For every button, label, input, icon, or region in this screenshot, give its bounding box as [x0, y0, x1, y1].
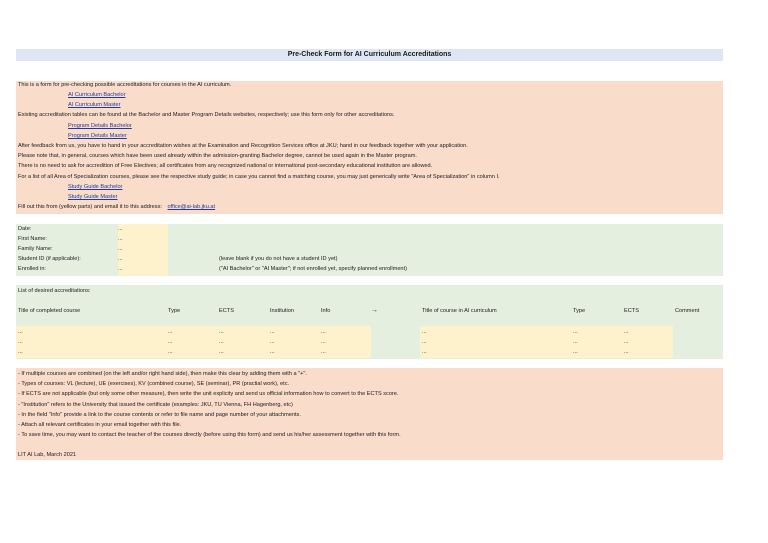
study-guide-bachelor-link[interactable]: Study Guide Bachelor	[68, 184, 123, 190]
completed-course-input-area	[16, 326, 371, 358]
row-institution-input[interactable]: ...	[270, 329, 275, 335]
personal-input-column	[118, 224, 168, 276]
intro-text: This is a form for pre-checking possible accreditations for courses in the AI curriculum.	[18, 82, 232, 88]
row-institution-input[interactable]: ...	[270, 349, 275, 355]
intro-section	[16, 81, 723, 214]
note-item: - To save time, you may want to contact the teacher of the courses directly (before using this form) and send us his/her assessment together with this form.	[18, 432, 401, 438]
intro-text: Please note that, in general, courses which have been used already within the admission-granting Bachelor degree, cannot be used again in the Master program.	[18, 153, 417, 159]
accreditations-section	[16, 285, 723, 359]
note-item: - In the field "Info" provide a link to the course contents or refer to file name and page number of your attachments.	[18, 412, 301, 418]
email-instruction-text: Fill out this from (yellow parts) and email it to this address:	[18, 204, 162, 210]
row-title-ai-input[interactable]: ...	[422, 329, 427, 335]
intro-text: For a list of all Area of Specialization courses, please see the respective study guide; in case you cannot find a matching course, you may just generically write "Area of Specialization" in column I.	[18, 174, 500, 180]
program-details-master-link[interactable]: Program Details Master	[68, 133, 127, 139]
first-name-input[interactable]: ...	[118, 236, 123, 242]
email-link[interactable]: office@ai-lab.jku.at	[167, 204, 216, 210]
field-label: Enrolled in:	[18, 266, 46, 272]
row-info-input[interactable]: ...	[321, 339, 326, 345]
personal-info-section	[16, 224, 723, 276]
col-header-title-ai: Title of course in AI curriculum	[422, 308, 497, 314]
student-id-hint: (leave blank if you do not have a student ID yet)	[219, 256, 338, 262]
intro-text: There is no need to ask for accredition of Free Electives; all certificates from any recognized national or international post-secondary educational institution are allowed.	[18, 163, 433, 169]
note-item: - If ECTS are not applicable (but only some other measure), then write the unit explicity and send us official information how to convert to the ECTS score.	[18, 391, 399, 397]
family-name-input[interactable]: ...	[118, 246, 123, 252]
row-institution-input[interactable]: ...	[270, 339, 275, 345]
field-row-enrolled	[18, 265, 46, 273]
enrolled-hint: ("AI Bachelor" or "AI Master"; if not enrolled yet, specify planned enrollment)	[219, 266, 407, 272]
row-ects-ai-input[interactable]: ...	[624, 329, 629, 335]
ai-curriculum-bachelor-link[interactable]: AI Curriculum Bachelor	[68, 92, 126, 98]
row-title-completed-input[interactable]: ...	[18, 329, 23, 335]
row-ects-input[interactable]: ...	[219, 339, 224, 345]
row-info-input[interactable]: ...	[321, 329, 326, 335]
note-item: - If multiple courses are combined (on the left and/or right hand side), then make this clear by adding them with a "+".	[18, 371, 307, 377]
arrow-icon: →	[371, 307, 378, 314]
col-header-title-completed: Title of completed course	[18, 308, 81, 314]
field-label: Family Name:	[18, 246, 53, 252]
form-title: Pre-Check Form for AI Curriculum Accreditations	[16, 49, 723, 61]
row-type-input[interactable]: ...	[168, 329, 173, 335]
row-title-completed-input[interactable]: ...	[18, 339, 23, 345]
field-label: Date:	[18, 226, 32, 232]
ai-curriculum-master-link[interactable]: AI Curriculum Master	[68, 102, 121, 108]
study-guide-master-link[interactable]: Study Guide Master	[68, 194, 118, 200]
field-label: First Name:	[18, 236, 47, 242]
col-header-ects-ai: ECTS	[624, 308, 639, 314]
col-header-comment: Comment	[675, 308, 700, 314]
row-info-input[interactable]: ...	[321, 349, 326, 355]
col-header-institution: Institution	[270, 308, 294, 314]
row-type-ai-input[interactable]: ...	[573, 349, 578, 355]
intro-text: Existing accreditation tables can be found at the Bachelor and Master Program Details websites, respectively; use this form only for other accreditations.	[18, 112, 395, 118]
email-instruction	[18, 203, 215, 211]
row-ects-ai-input[interactable]: ...	[624, 349, 629, 355]
notes-section	[16, 368, 723, 460]
note-item: - "Institution" refers to the University that issued the certificate (examples: JKU, TU Vienna, FH Hagenberg, etc)	[18, 402, 293, 408]
intro-text: After feedback from us, you have to hand in your accreditation wishes at the Examination and Recognition Services office at JKU; hand in our feedback together with your application.	[18, 143, 468, 149]
col-header-ects: ECTS	[219, 308, 234, 314]
row-title-ai-input[interactable]: ...	[422, 339, 427, 345]
col-header-info: Info	[321, 308, 331, 314]
footer-credit: LIT AI Lab, March 2021	[18, 452, 77, 458]
date-input[interactable]: ...	[118, 226, 123, 232]
row-type-input[interactable]: ...	[168, 339, 173, 345]
row-type-ai-input[interactable]: ...	[573, 339, 578, 345]
accreditations-heading: List of desired accreditations:	[18, 288, 91, 294]
field-row-family-name	[18, 245, 53, 253]
field-row-first-name	[18, 235, 47, 243]
program-details-bachelor-link[interactable]: Program Details Bachelor	[68, 123, 132, 129]
note-item: - Types of courses: VL (lecture), UE (exercises), KV (combined course), SE (seminar), PR (practial work), etc.	[18, 381, 290, 387]
enrolled-input[interactable]: ...	[118, 266, 123, 272]
note-item: - Attach all relevant certificates in your email together with this file.	[18, 422, 182, 428]
row-ects-ai-input[interactable]: ...	[624, 339, 629, 345]
row-ects-input[interactable]: ...	[219, 349, 224, 355]
col-header-type-ai: Type	[573, 308, 586, 314]
row-title-completed-input[interactable]: ...	[18, 349, 23, 355]
row-ects-input[interactable]: ...	[219, 329, 224, 335]
field-row-date	[18, 225, 31, 233]
row-title-ai-input[interactable]: ...	[422, 349, 427, 355]
student-id-input[interactable]: ...	[118, 256, 123, 262]
field-label: Student ID (if applicable):	[18, 256, 81, 262]
row-type-ai-input[interactable]: ...	[573, 329, 578, 335]
col-header-type: Type	[168, 308, 181, 314]
ai-course-input-area	[420, 326, 673, 358]
field-row-student-id	[18, 255, 81, 263]
row-type-input[interactable]: ...	[168, 349, 173, 355]
